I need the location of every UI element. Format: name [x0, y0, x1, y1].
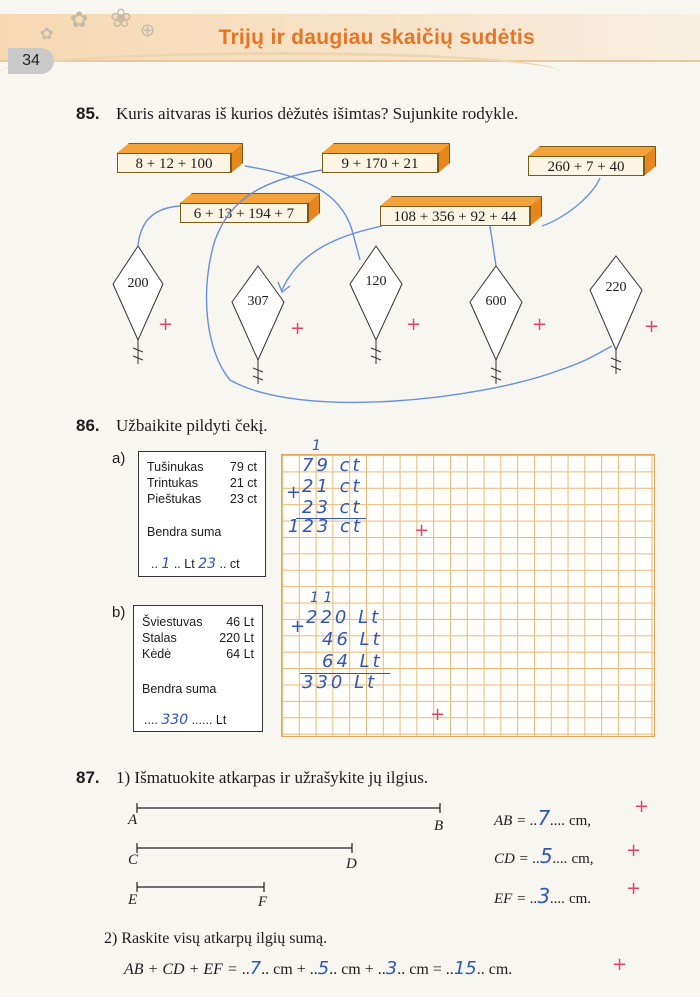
point-a: A: [128, 812, 138, 828]
kite-4-value: 600: [485, 294, 507, 309]
page-number: 34: [8, 48, 54, 74]
kite-2-value: 307: [247, 294, 269, 309]
receipt-total-label: Bendra suma: [147, 525, 222, 539]
kite-5-value: 220: [605, 280, 627, 295]
check-mark: +: [414, 520, 430, 541]
receipt-row: Trintukas 21 ct: [147, 476, 257, 490]
handwritten-plus: +: [290, 616, 306, 637]
point-b: B: [434, 818, 444, 834]
check-mark: +: [626, 840, 642, 861]
point-e: E: [128, 892, 138, 908]
receipt-total-label: Bendra suma: [142, 682, 217, 696]
box-3-expression: 260 + 7 + 40: [528, 156, 644, 176]
receipt-row: Kėdė 64 Lt: [142, 647, 254, 661]
exercise-87-part1: 1) Išmatuokite atkarpas ir užrašykite jų ilgius.: [116, 768, 429, 787]
part-a-letter: a): [112, 450, 126, 467]
exercise-87-part2: 2) Raskite visų atkarpų ilgių sumą.: [104, 930, 328, 947]
check-mark: +: [406, 314, 422, 335]
plus-symbol-icon: ⊕: [140, 20, 156, 41]
box-4-expression: 6 + 13 + 194 + 7: [180, 203, 308, 223]
exercise-86-number: 86.: [76, 416, 100, 435]
exercise-86-instruction: Užbaikite pildyti čekį.: [116, 416, 268, 435]
flower-icon: ❀: [110, 4, 132, 34]
check-mark: +: [634, 796, 650, 817]
check-mark: +: [158, 314, 174, 335]
check-mark: +: [290, 318, 306, 339]
flower-icon: ✿: [70, 8, 89, 33]
receipt-row: Tušinukas 79 ct: [147, 460, 257, 474]
check-mark: +: [612, 954, 628, 975]
chapter-title: Trijų ir daugiau skaičių sudėtis: [218, 26, 535, 49]
segment-ef: [137, 882, 264, 892]
kite-3-value: 120: [365, 274, 387, 289]
answer-ab: AB = ..7.... cm,: [494, 806, 592, 830]
box-5-expression: 108 + 356 + 92 + 44: [380, 206, 530, 226]
part-b-letter: b): [112, 604, 126, 621]
receipt-row: Pieštukas 23 ct: [147, 492, 257, 506]
receipt-total: .... 330 ...... Lt: [144, 712, 227, 728]
receipt-total: .. 1 .. Lt 23 .. ct: [151, 556, 240, 572]
box-1-expression: 8 + 12 + 100: [117, 153, 231, 173]
box-2-expression: 9 + 170 + 21: [322, 153, 438, 173]
point-d: D: [346, 856, 357, 872]
receipt-row: Stalas 220 Lt: [142, 631, 254, 645]
handwritten-carry: 1 1: [310, 590, 333, 606]
handwritten-plus: +: [286, 482, 302, 503]
receipt-row: Šviestuvas 46 Lt: [142, 615, 254, 629]
exercise-85-instruction: Kuris aitvaras iš kurios dėžutės išimtas? Sujunkite rodykle.: [116, 104, 519, 123]
check-mark: +: [430, 704, 446, 725]
kite-1-value: 200: [127, 276, 149, 291]
handwritten-line: 21 ct: [302, 476, 363, 497]
answer-ef: EF = ..3.... cm.: [494, 884, 592, 908]
sum-equation: AB + CD + EF = ..7.. cm + ..5.. cm + ..3.. cm = ..15.. cm.: [124, 958, 513, 979]
flower-icon: ✿: [40, 24, 54, 43]
handwritten-carry: 1: [312, 438, 321, 454]
exercise-85-number: 85.: [76, 104, 100, 123]
handwritten-line: 46 Lt: [322, 629, 383, 650]
check-mark: +: [644, 316, 660, 337]
point-c: C: [128, 852, 139, 868]
handwritten-result: 330 Lt: [302, 672, 378, 693]
check-mark: +: [532, 314, 548, 335]
segment-cd: [137, 843, 352, 853]
handwritten-line: 64 Lt: [322, 651, 383, 672]
handwritten-result: 123 ct: [288, 516, 364, 537]
segment-ab: [137, 803, 440, 813]
answer-cd: CD = ..5.... cm,: [494, 844, 594, 868]
exercise-87-number: 87.: [76, 768, 100, 787]
handwritten-line: 220 Lt: [306, 607, 382, 628]
check-mark: +: [626, 878, 642, 899]
handwritten-line: 23 ct: [302, 497, 363, 518]
handwritten-line: 79 ct: [302, 455, 363, 476]
point-f: F: [258, 894, 268, 910]
